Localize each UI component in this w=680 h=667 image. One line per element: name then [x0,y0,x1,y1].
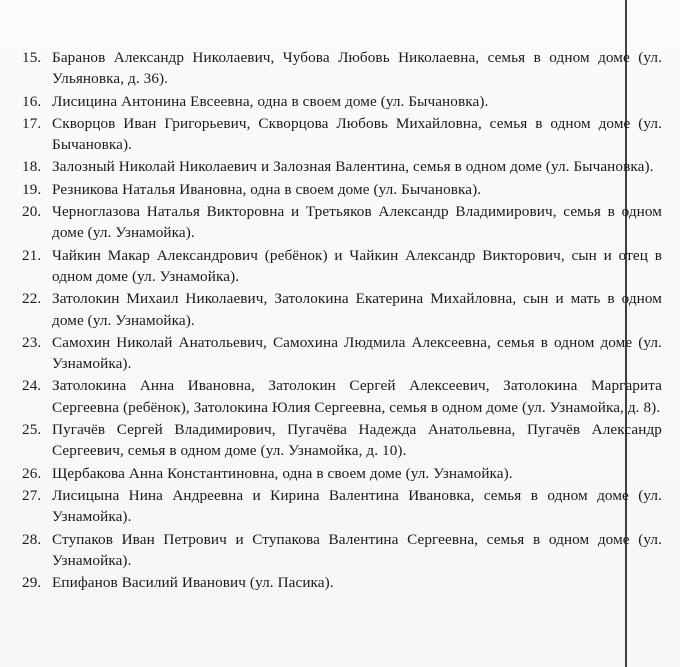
item-number: 21. [22,246,42,264]
item-text: Затолокина Анна Ивановна, Затолокин Сергей Алексеевич, Затолокина Маргарита Сергеевна (ребёнок), Затолокина Юлия Сергеевна, семья в одном доме (ул. Узнамойка, д. 8). [52,377,662,416]
list-item [22,201,662,244]
item-number: 25. [22,421,42,439]
list-item [22,485,662,528]
list-item [22,156,662,177]
list-item [22,572,662,593]
list-item [22,245,662,288]
item-number: 23. [22,333,42,351]
list-item [22,375,662,418]
item-text: Самохин Николай Анатольевич, Самохина Людмила Алексеевна, семья в одном доме (ул. Узнамойка). [52,333,662,373]
item-text: Щербакова Анна Константиновна, одна в своем доме (ул. Узнамойка). [52,464,513,482]
list-item [22,113,662,156]
list-item [22,288,662,331]
item-text: Епифанов Василий Иванович (ул. Пасика). [52,574,334,592]
item-text: Скворцов Иван Григорьевич, Скворцова Любовь Михайловна, семья в одном доме (ул. Бычановка). [52,114,662,154]
item-number: 20. [22,203,42,221]
item-number: 18. [22,158,42,176]
item-text: Затолокин Михаил Николаевич, Затолокина Екатерина Михайловна, сын и мать в одном доме (ул. Узнамойка). [52,290,662,329]
list-item [22,179,662,200]
item-number: 27. [22,486,42,504]
item-text: Баранов Александр Николаевич, Чубова Любовь Николаевна, семья в одном доме (ул. Ульяновка, д. 36). [52,49,662,88]
item-text: Пугачёв Сергей Владимирович, Пугачёва Надежда Анатольевна, Пугачёв Александр Сергеевич, семья в одном доме (ул. Узнамойка, д. 10). [52,421,662,460]
item-number: 22. [22,290,42,308]
item-number: 16. [22,92,42,110]
item-text: Чайкин Макар Александрович (ребёнок) и Чайкин Александр Викторович, сын и отец в одном доме (ул. Узнамойка). [52,246,662,285]
item-number: 29. [22,574,42,592]
item-number: 17. [22,114,42,132]
item-text: Залозный Николай Николаевич и Залозная Валентина, семья в одном доме (ул. Бычановка). [52,158,654,176]
item-number: 28. [22,530,42,548]
item-number: 24. [22,377,42,395]
item-text: Резникова Наталья Ивановна, одна в своем доме (ул. Бычановка). [52,180,482,198]
item-number: 26. [22,464,42,482]
resident-list [22,47,662,594]
list-item [22,463,662,484]
list-item [22,332,662,375]
item-number: 15. [22,49,42,66]
list-item [22,529,662,572]
list-item [22,47,662,90]
list-item [22,91,662,112]
item-text: Лисицына Нина Андреевна и Кирина Валентина Ивановка, семья в одном доме (ул. Узнамойка). [52,486,662,526]
item-text: Черноглазова Наталья Викторовна и Третьяков Александр Владимирович, семья в одном доме (ул. Узнамойка). [52,203,662,242]
item-text: Ступаков Иван Петрович и Ступакова Валентина Сергеевна, семья в одном доме (ул. Узнамойка). [52,530,662,569]
item-text: Лисицина Антонина Евсеевна, одна в своем доме (ул. Бычановка). [52,92,489,110]
item-number: 19. [22,180,42,198]
list-item [22,419,662,462]
